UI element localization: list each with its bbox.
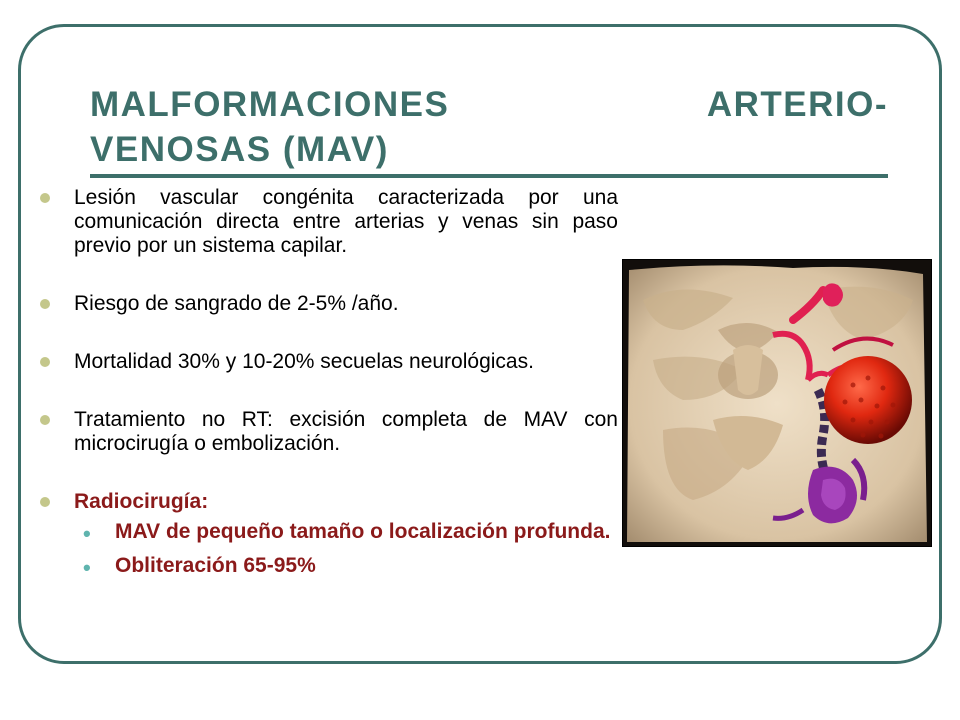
title-word-1: MALFORMACIONES xyxy=(90,85,450,124)
bullet-text: Tratamiento no RT: excisión completa de MAV con microcirugía o embolización. xyxy=(74,408,618,455)
list-item xyxy=(40,186,618,258)
list-item xyxy=(40,490,618,514)
bullet-dot-icon xyxy=(40,415,50,425)
slide-title xyxy=(90,82,888,172)
sub-list-item xyxy=(83,554,615,580)
title-underline xyxy=(90,174,888,178)
bullet-dot-icon xyxy=(40,497,50,507)
title-line-2: VENOSAS (MAV) xyxy=(90,130,389,169)
sub-bullet-text: MAV de pequeño tamaño o localización profunda. xyxy=(115,520,611,543)
bullet-text: Radiocirugía: xyxy=(74,490,209,513)
sub-bullet-dot-icon: • xyxy=(83,555,91,580)
bullet-text: Lesión vascular congénita caracterizada por una comunicación directa entre arterias y venas sin paso previo por un sistema capilar. xyxy=(74,186,618,257)
bullet-text: Riesgo de sangrado de 2-5% /año. xyxy=(74,292,399,315)
list-item xyxy=(40,292,618,316)
brain-avm-illustration xyxy=(622,259,932,547)
list-item xyxy=(40,408,618,456)
sub-list-item xyxy=(83,520,615,546)
bullet-dot-icon xyxy=(40,299,50,309)
bullet-text: Mortalidad 30% y 10-20% secuelas neurológicas. xyxy=(74,350,534,373)
bullet-dot-icon xyxy=(40,357,50,367)
bullet-list xyxy=(40,186,618,578)
brain-section-svg xyxy=(623,260,931,546)
sub-bullet-text: Obliteración 65-95% xyxy=(115,554,316,577)
title-word-2: ARTERIO- xyxy=(706,85,888,124)
avm-nidus-shape xyxy=(824,356,912,444)
list-item xyxy=(40,350,618,374)
sub-bullet-dot-icon: • xyxy=(83,521,91,546)
bullet-dot-icon xyxy=(40,193,50,203)
